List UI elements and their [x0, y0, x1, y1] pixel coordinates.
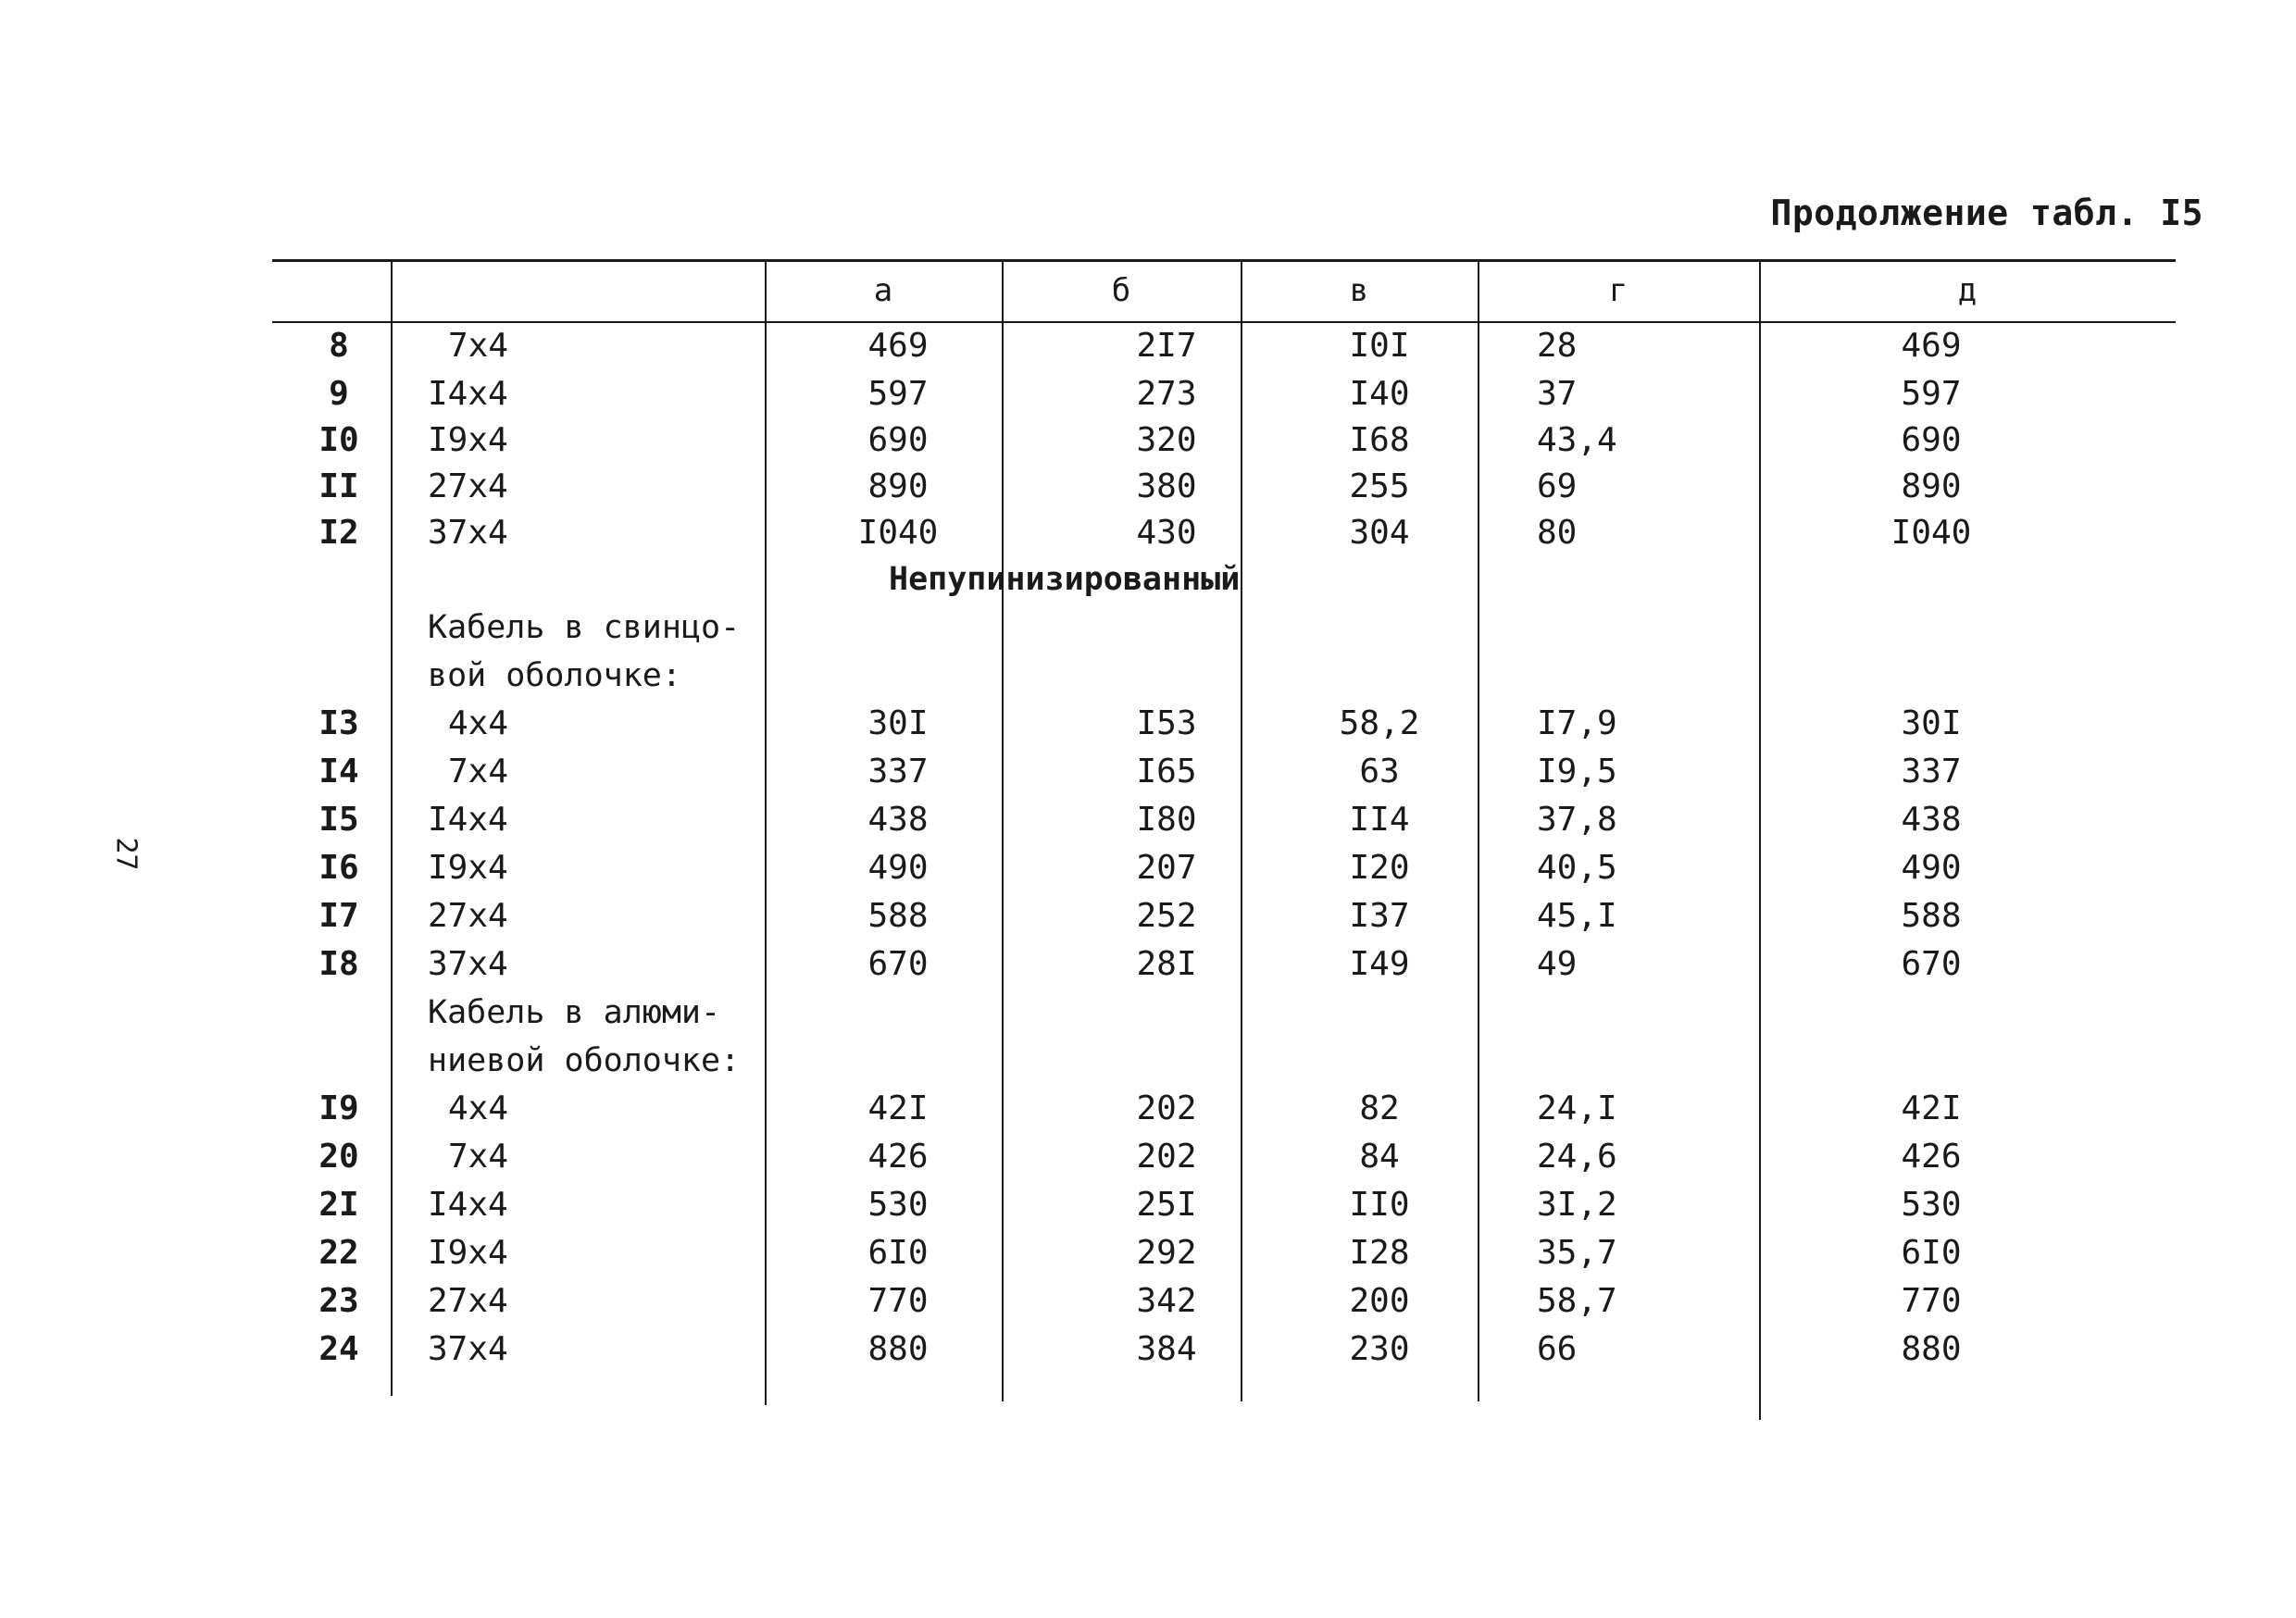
value-b: 252 — [1136, 897, 1197, 935]
value-v: 58,2 — [1339, 704, 1420, 742]
table-row — [0, 1181, 2296, 1229]
value-b: 2I7 — [1136, 327, 1197, 365]
value-d: 469 — [1901, 327, 1962, 365]
cable-size: I9x4 — [428, 1234, 508, 1272]
column-header-v: в — [1349, 272, 1369, 309]
page-number: 27 — [109, 837, 143, 871]
value-a: 670 — [867, 945, 929, 983]
table-row — [0, 1085, 2296, 1133]
cable-size: 7x4 — [448, 327, 509, 365]
value-a: 6I0 — [867, 1234, 929, 1272]
value-v: 255 — [1349, 467, 1410, 505]
value-g: 37 — [1537, 375, 1578, 413]
table-row — [0, 1133, 2296, 1181]
value-b: 384 — [1136, 1330, 1197, 1368]
value-a: 530 — [867, 1186, 929, 1224]
table-row — [0, 892, 2296, 940]
table-row — [0, 1326, 2296, 1374]
value-b: 207 — [1136, 849, 1197, 887]
value-b: 273 — [1136, 375, 1197, 413]
table-row — [0, 748, 2296, 796]
cable-size: 27x4 — [428, 1282, 508, 1320]
row-number: I6 — [318, 849, 359, 887]
group-heading-line: Кабель в алюми- — [428, 994, 721, 1031]
value-d: 597 — [1901, 375, 1962, 413]
value-g: 28 — [1537, 327, 1578, 365]
value-g: 45,I — [1537, 897, 1617, 935]
table-row — [0, 796, 2296, 844]
value-v: I68 — [1349, 421, 1410, 459]
column-header-b: б — [1111, 272, 1131, 309]
column-header-g: г — [1608, 272, 1628, 309]
value-d: 30I — [1901, 704, 1962, 742]
value-d: I040 — [1890, 514, 1972, 552]
value-b: 320 — [1136, 421, 1197, 459]
cable-size: 7x4 — [448, 753, 509, 790]
cable-size: 4x4 — [448, 704, 509, 742]
value-a: 880 — [867, 1330, 929, 1368]
cable-size: I4x4 — [428, 801, 508, 839]
value-d: 490 — [1901, 849, 1962, 887]
row-number: 22 — [318, 1234, 359, 1272]
value-a: 42I — [867, 1089, 929, 1127]
table-row — [0, 509, 2296, 557]
table-row — [0, 370, 2296, 418]
value-b: 342 — [1136, 1282, 1197, 1320]
value-a: 690 — [867, 421, 929, 459]
value-g: 43,4 — [1537, 421, 1617, 459]
value-v: II0 — [1349, 1186, 1410, 1224]
value-d: 670 — [1901, 945, 1962, 983]
value-g: 49 — [1537, 945, 1578, 983]
table-row — [0, 700, 2296, 748]
value-d: 42I — [1901, 1089, 1962, 1127]
value-a: 490 — [867, 849, 929, 887]
row-number: 9 — [329, 375, 349, 413]
value-v: I20 — [1349, 849, 1410, 887]
value-a: 469 — [867, 327, 929, 365]
value-d: 890 — [1901, 467, 1962, 505]
value-g: 66 — [1537, 1330, 1578, 1368]
table-row — [0, 1229, 2296, 1277]
value-a: 438 — [867, 801, 929, 839]
cable-size: 27x4 — [428, 897, 508, 935]
row-number: I2 — [318, 514, 359, 552]
value-b: 380 — [1136, 467, 1197, 505]
value-g: I7,9 — [1537, 704, 1617, 742]
row-number: I8 — [318, 945, 359, 983]
value-g: 80 — [1537, 514, 1578, 552]
value-g: 37,8 — [1537, 801, 1617, 839]
value-d: 880 — [1901, 1330, 1962, 1368]
value-g: 24,6 — [1537, 1138, 1617, 1176]
value-d: 6I0 — [1901, 1234, 1962, 1272]
value-b: I80 — [1136, 801, 1197, 839]
value-a: 770 — [867, 1282, 929, 1320]
table-row — [0, 1277, 2296, 1326]
value-a: I040 — [857, 514, 939, 552]
row-number: I7 — [318, 897, 359, 935]
value-a: 890 — [867, 467, 929, 505]
value-v: 82 — [1359, 1089, 1400, 1127]
value-g: 3I,2 — [1537, 1186, 1617, 1224]
value-v: I40 — [1349, 375, 1410, 413]
value-g: 40,5 — [1537, 849, 1617, 887]
row-number: I3 — [318, 704, 359, 742]
group-heading-line: ниевой оболочке: — [428, 1042, 741, 1079]
cable-size: I4x4 — [428, 1186, 508, 1224]
row-number: II — [318, 467, 359, 505]
value-d: 530 — [1901, 1186, 1962, 1224]
value-v: I28 — [1349, 1234, 1410, 1272]
value-b: 430 — [1136, 514, 1197, 552]
value-b: 202 — [1136, 1089, 1197, 1127]
value-d: 588 — [1901, 897, 1962, 935]
value-a: 588 — [867, 897, 929, 935]
cable-size: I4x4 — [428, 375, 508, 413]
section-label: Непупинизированный — [889, 561, 1241, 598]
value-b: 25I — [1136, 1186, 1197, 1224]
value-a: 337 — [867, 753, 929, 790]
value-d: 438 — [1901, 801, 1962, 839]
table-row — [0, 844, 2296, 892]
row-number: I4 — [318, 753, 359, 790]
row-number: I0 — [318, 421, 359, 459]
column-header-a: а — [873, 272, 893, 309]
value-a: 426 — [867, 1138, 929, 1176]
value-g: 58,7 — [1537, 1282, 1617, 1320]
value-b: 292 — [1136, 1234, 1197, 1272]
cable-size: 37x4 — [428, 1330, 508, 1368]
value-d: 337 — [1901, 753, 1962, 790]
value-v: I49 — [1349, 945, 1410, 983]
value-v: 200 — [1349, 1282, 1410, 1320]
value-v: I0I — [1349, 327, 1410, 365]
value-g: 69 — [1537, 467, 1578, 505]
table-top-rule — [272, 259, 2176, 262]
value-v: 304 — [1349, 514, 1410, 552]
cable-size: I9x4 — [428, 421, 508, 459]
value-d: 426 — [1901, 1138, 1962, 1176]
value-b: I53 — [1136, 704, 1197, 742]
table-caption: Продолжение табл. I5 — [1770, 193, 2203, 233]
cable-size: 37x4 — [428, 945, 508, 983]
cable-size: 27x4 — [428, 467, 508, 505]
row-number: 8 — [329, 327, 349, 365]
row-number: 23 — [318, 1282, 359, 1320]
value-g: 24,I — [1537, 1089, 1617, 1127]
row-number: 24 — [318, 1330, 359, 1368]
value-v: 63 — [1359, 753, 1400, 790]
table-row — [0, 322, 2296, 370]
value-d: 770 — [1901, 1282, 1962, 1320]
row-number: 2I — [318, 1186, 359, 1224]
row-number: I5 — [318, 801, 359, 839]
cable-size: 4x4 — [448, 1089, 509, 1127]
cable-size: 37x4 — [428, 514, 508, 552]
column-header-d: д — [1957, 272, 1978, 309]
value-g: 35,7 — [1537, 1234, 1617, 1272]
value-v: II4 — [1349, 801, 1410, 839]
group-heading-line: Кабель в свинцо- — [428, 609, 741, 646]
value-b: 28I — [1136, 945, 1197, 983]
value-v: 84 — [1359, 1138, 1400, 1176]
value-d: 690 — [1901, 421, 1962, 459]
value-a: 597 — [867, 375, 929, 413]
value-v: I37 — [1349, 897, 1410, 935]
value-b: I65 — [1136, 753, 1197, 790]
group-heading-line: вой оболочке: — [428, 657, 681, 694]
value-a: 30I — [867, 704, 929, 742]
value-g: I9,5 — [1537, 753, 1617, 790]
cable-size: I9x4 — [428, 849, 508, 887]
row-number: I9 — [318, 1089, 359, 1127]
table-row — [0, 417, 2296, 465]
value-v: 230 — [1349, 1330, 1410, 1368]
row-number: 20 — [318, 1138, 359, 1176]
cable-size: 7x4 — [448, 1138, 509, 1176]
table-row — [0, 463, 2296, 511]
value-b: 202 — [1136, 1138, 1197, 1176]
table-row — [0, 940, 2296, 989]
